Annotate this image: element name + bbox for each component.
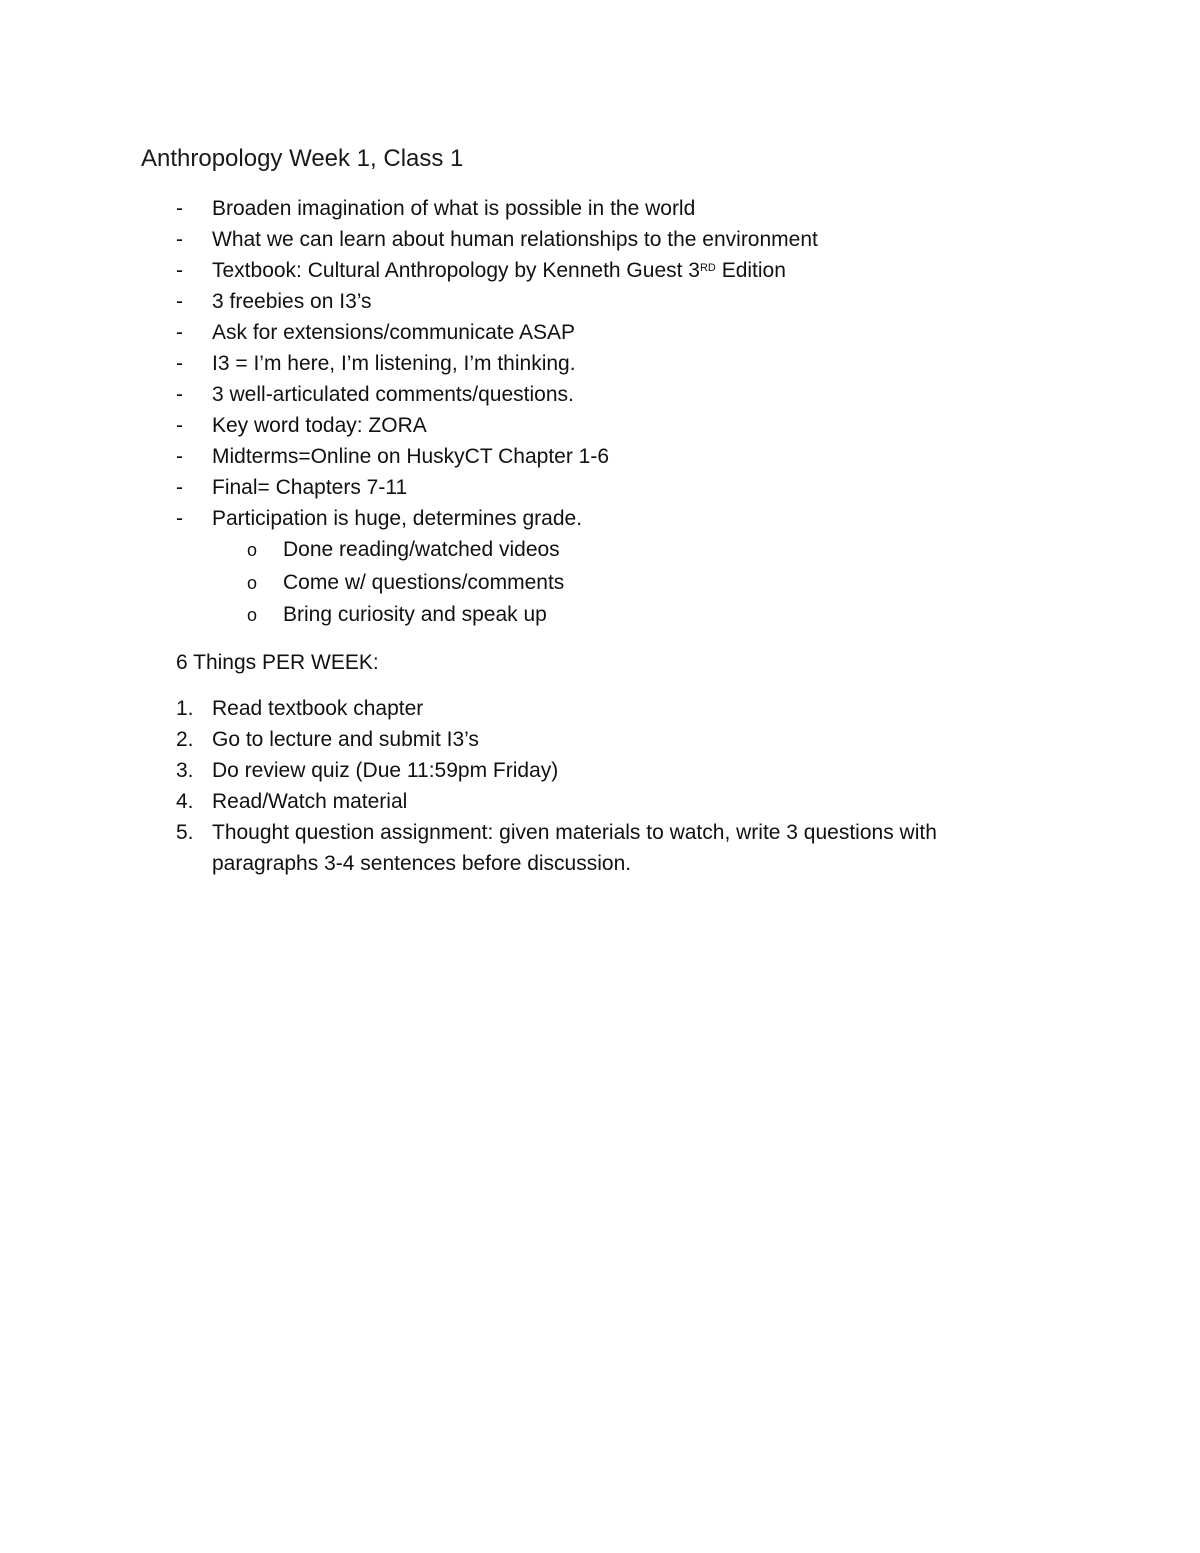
list-item [0,410,818,441]
dash-marker: - [176,228,183,251]
sub-list-item-text: Come w/ questions/comments [283,570,565,594]
number-marker: 5. [176,821,194,844]
list-item-text: 3 well-articulated comments/questions. [212,383,574,406]
list-item [0,472,818,503]
sub-list-item-text: Bring curiosity and speak up [283,603,547,626]
dash-marker: - [176,352,183,375]
dash-marker: - [176,476,183,499]
circle-bullet-icon: o [247,572,258,593]
list-item-text: What we can learn about human relationships to the environment [212,228,818,251]
number-marker: 4. [176,790,194,813]
list-item [0,255,818,286]
list-item-text: 3 freebies on I3’s [212,290,372,313]
numbered-item-text: Go to lecture and submit I3’s [212,728,479,751]
number-marker: 1. [176,697,194,720]
dash-marker: - [176,383,183,406]
numbered-item-text: Read/Watch material [212,790,408,813]
list-item [0,503,818,534]
numbered-item [0,755,992,786]
list-item-text: Final= Chapters 7-11 [212,476,408,499]
dash-marker: - [176,414,183,437]
superscript: RD [699,262,716,274]
list-item-text-after: Edition [715,259,786,282]
list-item-text: Ask for extensions/communicate ASAP [212,321,575,344]
numbered-item-text: Do review quiz (Due 11:59pm Friday) [212,759,559,782]
list-item [0,286,818,317]
list-item-text: Broaden imagination of what is possible in the world [212,197,696,220]
sub-list-item-text: Done reading/watched videos [283,538,560,561]
sub-list-item [0,534,818,567]
list-item-text: Textbook: Cultural Anthropology by Kenneth Guest 3 [212,259,700,282]
list-item-text: Midterms=Online on HuskyCT Chapter 1-6 [212,445,610,468]
circle-bullet-icon: o [247,540,258,560]
numbered-item-text: Thought question assignment: given materials to watch, write 3 questions with paragraphs 3-4 sentences before discussion. [212,821,937,875]
list-item-text: Participation is huge, determines grade. [212,507,583,530]
sub-list-item [0,599,818,632]
list-item-text: Key word today: ZORA [212,414,427,437]
numbered-list [0,693,992,879]
number-marker: 3. [176,759,194,782]
numbered-item [0,693,992,724]
list-item [0,441,818,472]
document-title: Anthropology Week 1, Class 1 [141,145,464,172]
dash-marker: - [176,197,183,220]
list-item [0,379,818,410]
list-item-text: I3 = I’m here, I’m listening, I’m thinking. [212,352,576,375]
numbered-item [0,786,992,817]
dash-marker: - [176,321,183,344]
numbered-item [0,724,992,755]
dash-marker: - [176,259,183,282]
number-marker: 2. [176,728,194,751]
dash-marker: - [176,290,183,313]
list-item [0,317,818,348]
list-item [0,193,818,224]
numbered-item-text: Read textbook chapter [212,697,424,720]
list-item [0,224,818,255]
numbered-item [0,817,992,879]
list-item [0,348,818,379]
dash-marker: - [176,507,183,530]
dash-marker: - [176,445,183,468]
circle-bullet-icon: o [247,605,258,625]
bullet-list [0,193,818,632]
section-heading: 6 Things PER WEEK: [176,651,379,674]
sub-list-item [0,567,818,600]
